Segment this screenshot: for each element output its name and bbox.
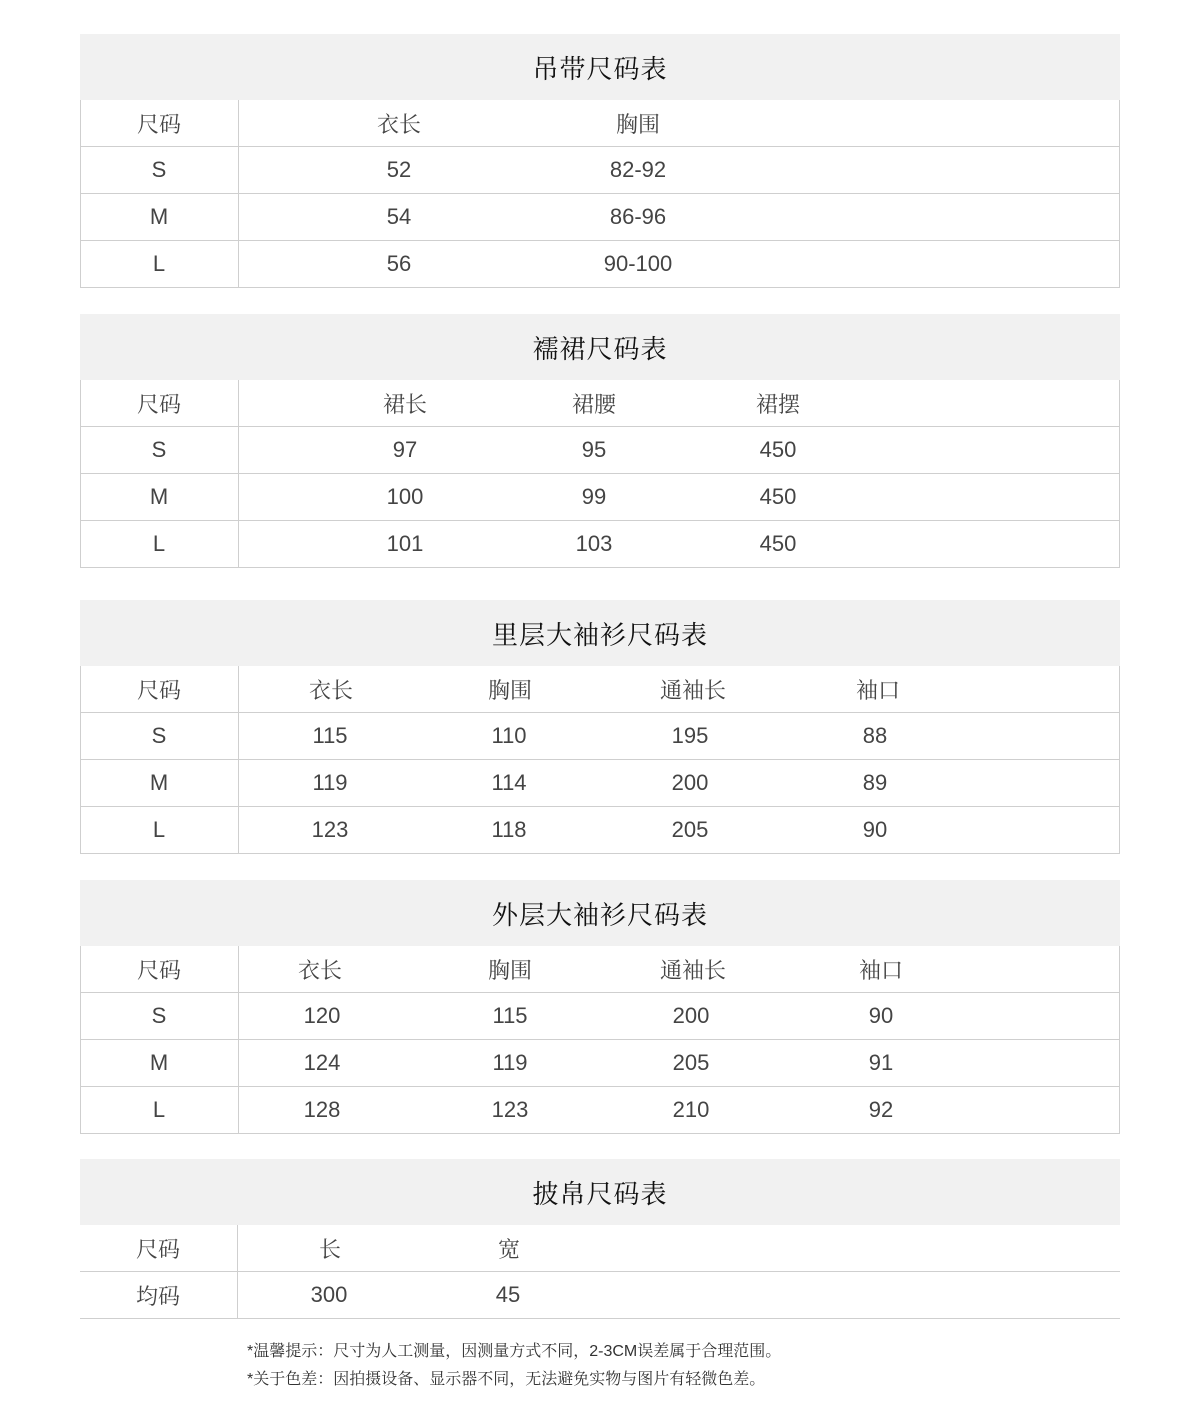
value-cell: 124: [303, 1050, 341, 1075]
value-cell: 101: [386, 531, 424, 556]
header-cell: 袖口: [858, 957, 904, 983]
note-measurement: *温馨提示：尺寸为人工测量，因测量方式不同，2-3CM误差属于合理范围。: [247, 1343, 782, 1360]
value-cell: 91: [868, 1050, 894, 1075]
header-cell: 长: [318, 1236, 342, 1262]
table-row: [81, 427, 1119, 474]
table-row: [81, 807, 1119, 854]
size-cell: S: [151, 437, 167, 462]
value-cell: 110: [491, 723, 527, 748]
table-row: [81, 760, 1119, 807]
value-cell: 210: [672, 1097, 710, 1122]
value-cell: 450: [759, 531, 797, 556]
size-cell: M: [149, 204, 169, 229]
size-cell: L: [152, 1097, 166, 1122]
table-row: [81, 147, 1119, 194]
table-header-row: [81, 946, 1119, 993]
header-cell: 胸围: [487, 677, 533, 703]
table-header-row: [81, 666, 1119, 713]
size-cell: S: [151, 1003, 167, 1028]
table-title: 外层大袖衫尺码表: [80, 880, 1120, 946]
header-cell: 尺码: [136, 111, 182, 137]
value-cell: 99: [581, 484, 607, 509]
value-cell: 450: [759, 484, 797, 509]
value-cell: 56: [386, 251, 412, 276]
table-grid: [80, 666, 1120, 854]
header-cell: 裙腰: [571, 391, 617, 417]
table-header-row: [81, 380, 1119, 427]
header-cell: 尺码: [136, 391, 182, 417]
size-cell: L: [152, 531, 166, 556]
table-grid: [80, 380, 1120, 568]
table-grid: [80, 100, 1120, 288]
value-cell: 97: [392, 437, 418, 462]
value-cell: 300: [310, 1282, 348, 1307]
value-cell: 120: [303, 1003, 341, 1028]
size-table-shawl: [80, 1159, 1120, 1319]
value-cell: 123: [311, 817, 349, 842]
header-cell: 衣长: [308, 677, 354, 703]
size-cell: S: [151, 157, 167, 182]
value-cell: 119: [492, 1050, 528, 1075]
value-cell: 115: [312, 723, 348, 748]
table-row: [81, 474, 1119, 521]
header-cell: 胸围: [487, 957, 533, 983]
header-cell: 宽: [497, 1236, 521, 1262]
value-cell: 90-100: [603, 251, 673, 276]
header-cell: 尺码: [136, 677, 182, 703]
table-row: [80, 1272, 1120, 1319]
header-cell: 裙长: [382, 391, 428, 417]
size-table-skirt: [80, 314, 1120, 568]
notes: [247, 1338, 781, 1394]
table-row: [81, 1087, 1119, 1134]
table-row: [81, 194, 1119, 241]
note-color: *关于色差：因拍摄设备、显示器不同，无法避免实物与图片有轻微色差。: [247, 1371, 766, 1388]
value-cell: 86-96: [609, 204, 667, 229]
header-cell: 衣长: [297, 957, 343, 983]
value-cell: 200: [671, 770, 709, 795]
value-cell: 205: [671, 817, 709, 842]
table-row: [81, 713, 1119, 760]
size-table-camisole: [80, 34, 1120, 288]
header-cell: 通袖长: [659, 677, 727, 703]
value-cell: 115: [492, 1003, 528, 1028]
size-cell: M: [149, 484, 169, 509]
value-cell: 118: [491, 817, 527, 842]
value-cell: 90: [862, 817, 888, 842]
table-grid: [80, 1225, 1120, 1319]
table-grid: [80, 946, 1120, 1134]
header-cell: 尺码: [135, 1236, 181, 1262]
size-cell: 均码: [135, 1283, 181, 1309]
value-cell: 82-92: [609, 157, 667, 182]
value-cell: 195: [671, 723, 709, 748]
header-cell: 衣长: [376, 111, 422, 137]
value-cell: 92: [868, 1097, 894, 1122]
size-cell: L: [152, 251, 166, 276]
size-cell: M: [149, 770, 169, 795]
header-cell: 袖口: [855, 677, 901, 703]
value-cell: 54: [386, 204, 412, 229]
size-table-inner-robe: [80, 600, 1120, 854]
header-cell: 裙摆: [755, 391, 801, 417]
value-cell: 90: [868, 1003, 894, 1028]
value-cell: 200: [672, 1003, 710, 1028]
size-cell: M: [149, 1050, 169, 1075]
table-title: 里层大袖衫尺码表: [80, 600, 1120, 666]
value-cell: 114: [491, 770, 527, 795]
table-title: 披帛尺码表: [80, 1159, 1120, 1225]
header-cell: 胸围: [615, 111, 661, 137]
size-table-outer-robe: [80, 880, 1120, 1134]
value-cell: 100: [386, 484, 424, 509]
size-cell: S: [151, 723, 167, 748]
table-row: [81, 521, 1119, 568]
value-cell: 88: [862, 723, 888, 748]
header-cell: 尺码: [136, 957, 182, 983]
value-cell: 128: [303, 1097, 341, 1122]
value-cell: 450: [759, 437, 797, 462]
header-cell: 通袖长: [659, 957, 727, 983]
table-row: [81, 1040, 1119, 1087]
table-title: 襦裙尺码表: [80, 314, 1120, 380]
value-cell: 205: [672, 1050, 710, 1075]
table-row: [81, 241, 1119, 288]
size-cell: L: [152, 817, 166, 842]
value-cell: 123: [491, 1097, 529, 1122]
table-header-row: [80, 1225, 1120, 1272]
table-header-row: [81, 100, 1119, 147]
value-cell: 119: [312, 770, 348, 795]
table-row: [81, 993, 1119, 1040]
value-cell: 45: [495, 1282, 521, 1307]
value-cell: 103: [575, 531, 613, 556]
value-cell: 52: [386, 157, 412, 182]
value-cell: 95: [581, 437, 607, 462]
table-title: 吊带尺码表: [80, 34, 1120, 100]
value-cell: 89: [862, 770, 888, 795]
